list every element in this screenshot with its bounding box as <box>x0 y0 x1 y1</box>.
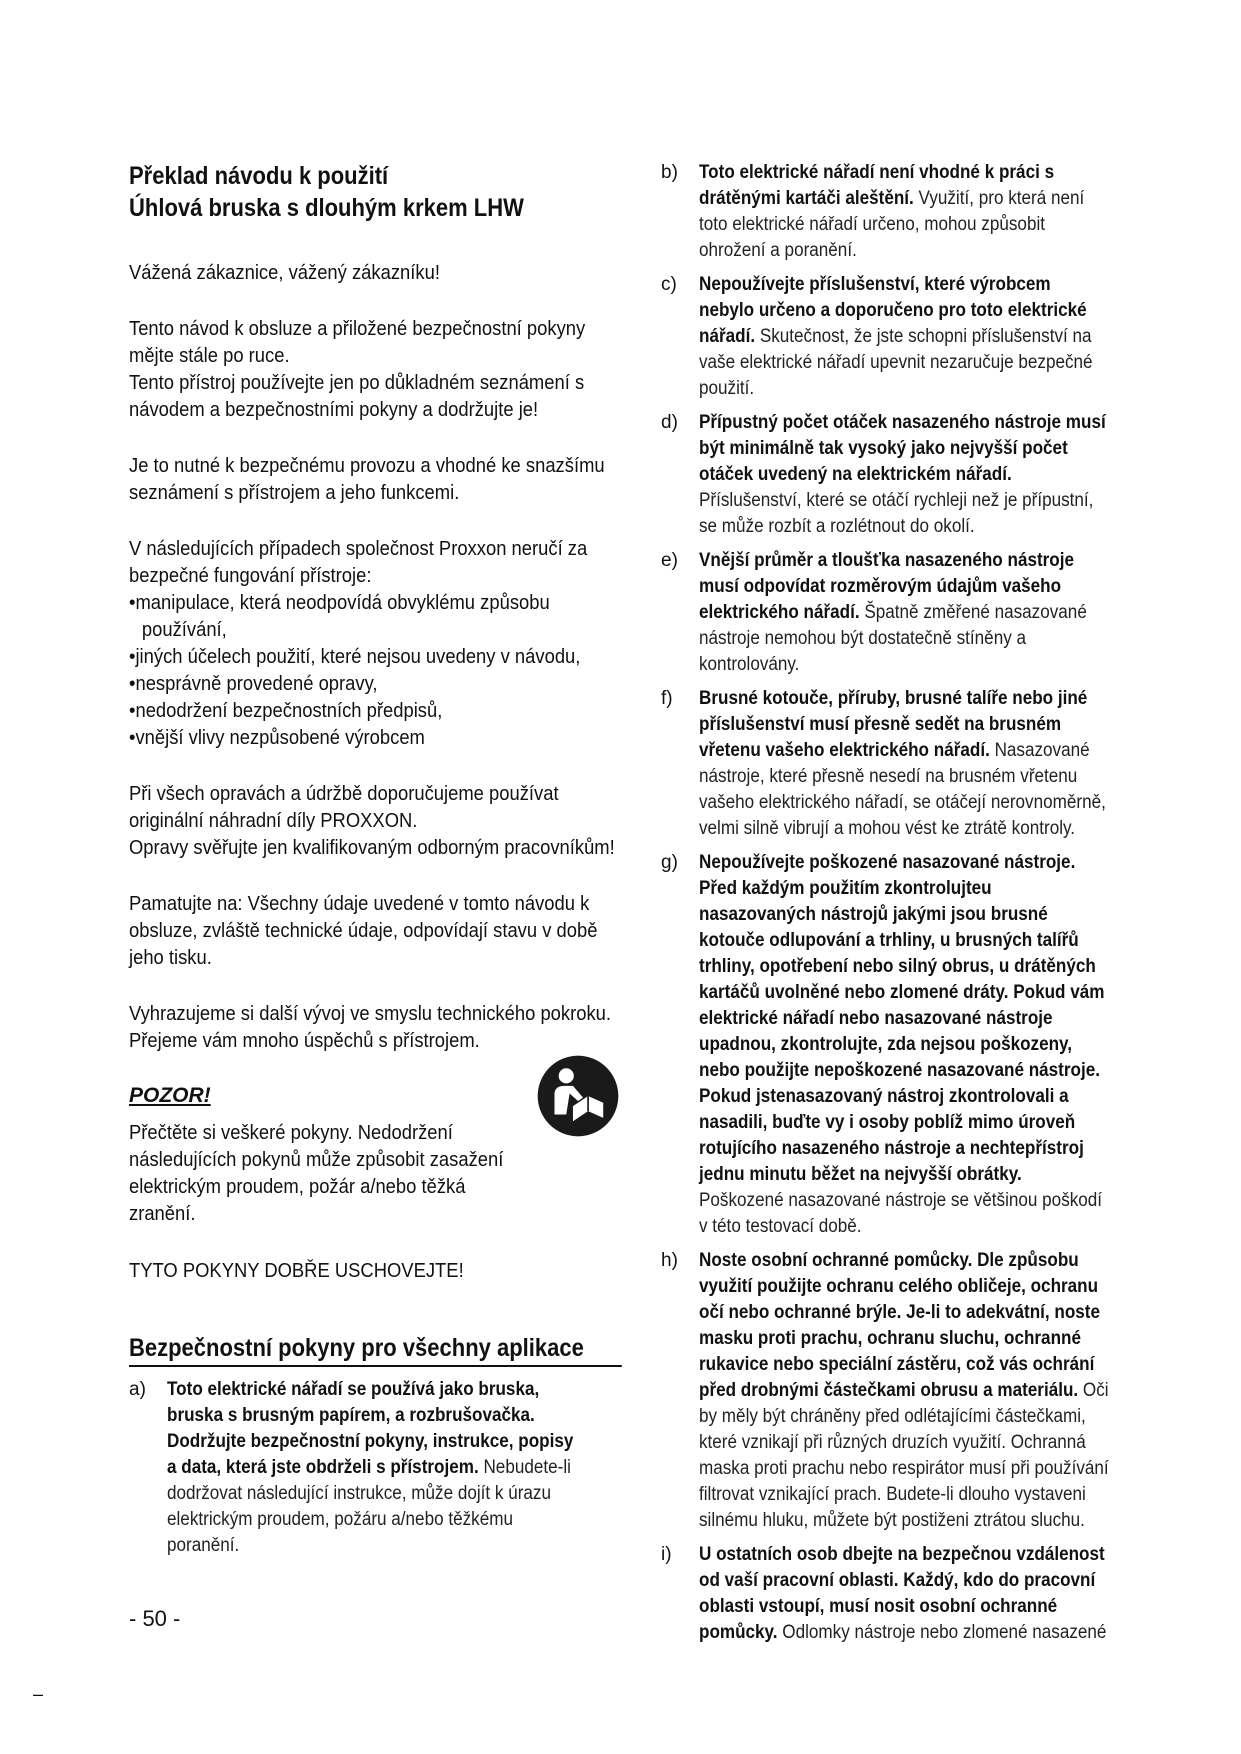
title-line-2: Úhlová bruska s dlouhým krkem LHW <box>129 194 524 222</box>
list-item: • vnější vlivy nezpůsobené výrobcem <box>129 725 617 752</box>
liability-intro: V následujících případech společnost Proxxon neručí za bezpečné fungování přístroje: <box>129 538 588 587</box>
safety-item-label: g) <box>661 852 678 873</box>
safety-item-body <box>699 1542 1109 1646</box>
safety-item-label: h) <box>661 1250 678 1271</box>
safety-item-normal-text: Poškozené nasazované nástroje se většinou poškodí v této testovací době. <box>699 1190 1103 1237</box>
warning-text: Přečtěte si veškeré pokyny. Nedodržení následujících pokynů může způsobit zasažení elektrickým proudem, požár a/nebo těžká zranění. <box>129 1122 504 1225</box>
safety-item-body <box>699 160 1109 264</box>
safety-item-bold-text: Nepoužívejte příslušenství, které výrobcem nebylo určeno a doporučeno pro toto elektrické nářadí. <box>699 274 1087 347</box>
safety-item-label: a) <box>129 1379 146 1400</box>
warning-heading: POZOR! <box>129 1084 211 1107</box>
keep-instructions: TYTO POKYNY DOBŘE USCHOVEJTE! <box>129 1260 464 1282</box>
safety-item <box>661 850 1155 1240</box>
safety-item-bold-text: U ostatních osob dbejte na bezpečnou vzdálenost od vaší pracovní oblasti. Každý, kdo do pracovní oblasti vstoupí, musí nosit osobní ochranné pomůcky. <box>699 1544 1105 1643</box>
page-number: - 50 - <box>129 1606 181 1631</box>
right-column <box>661 160 1155 1654</box>
safety-item-label: b) <box>661 162 678 183</box>
safety-item-body <box>167 1377 575 1559</box>
safety-item-body <box>699 686 1109 842</box>
safety-item <box>661 410 1155 540</box>
liability-list <box>129 590 617 752</box>
safety-item-normal-text: Špatně změřené nasazované nástroje nemohou být dostatečně stíněny a kontrolovány. <box>699 602 1087 675</box>
safety-item-label: i) <box>661 1544 672 1565</box>
page-title <box>129 160 561 224</box>
safety-item-normal-text: Oči by měly být chráněny před odlétajícími částečkami, které vznikají při různých druzích využití. Ochranná maska proti prachu nebo respirátor musí při používání filtrovat vznikající prach. Budete-li dlouho vystaveni silnému hluku, můžete být postiženi ztrátou sluchu. <box>699 1380 1109 1531</box>
safety-item-body <box>699 548 1109 678</box>
safety-item <box>661 1542 1155 1646</box>
safety-item-body <box>699 410 1109 540</box>
safety-item-normal-text: Příslušenství, které se otáčí rychleji než je přípustní, se může rozbít a rozlétnout do okolí. <box>699 490 1094 537</box>
remember-paragraph: Pamatujte na: Všechny údaje uvedené v tomto návodu k obsluze, zvláště technické údaje, odpovídají stavu v době jeho tisku. <box>129 893 598 969</box>
section-heading: Bezpečnostní pokyny pro všechny aplikace <box>129 1333 622 1367</box>
intro-paragraph-1: Tento návod k obsluze a přiložené bezpečnostní pokyny mějte stále po ruce. <box>129 318 586 367</box>
margin-mark: – <box>33 1684 44 1704</box>
safety-item <box>129 1377 620 1559</box>
list-item: • nedodržení bezpečnostních předpisů, <box>129 698 617 725</box>
safety-item <box>661 272 1155 402</box>
list-item: • jiných účelech použití, které nejsou uvedeny v návodu, <box>129 644 617 671</box>
safety-item-bold-text: Toto elektrické nářadí není vhodné k práci s drátěnými kartáči aleštění. <box>699 162 1055 209</box>
safety-item <box>661 548 1155 678</box>
safety-item-bold-text: Toto elektrické nářadí se používá jako bruska, bruska s brusným papírem, a rozbrušovačka. Dodržujte bezpečnostní pokyny, instrukce, popisy a data, která jste obdrželi s přístrojem. <box>167 1379 574 1478</box>
safety-item <box>661 160 1155 264</box>
safety-item-label: d) <box>661 412 678 433</box>
safety-item-normal-text: Odlomky nástroje nebo zlomené nasazené <box>777 1622 1107 1643</box>
safety-items-right <box>661 160 1155 1646</box>
safety-item-bold-text: Brusné kotouče, příruby, brusné talíře nebo jiné příslušenství musí přesně sedět na brusném vřetenu vašeho elektrického nářadí. <box>699 688 1088 761</box>
safety-item-bold-text: Noste osobní ochranné pomůcky. Dle způsobu využití použijte ochranu celého obličeje, ochranu očí nebo ochranné brýle. Je-li to adekvátní, noste masku proti prachu, ochranu sluchu, ochranné rukavice nebo speciální zástěru, což vás ochrání před drobnými částečkami obrusu a materiálu. <box>699 1250 1101 1401</box>
safety-item-bold-text: Vnější průměr a tloušťka nasazeného nástroje musí odpovídat rozměrovým údajům vašeho elektrického nářadí. <box>699 550 1075 623</box>
safety-item <box>661 1248 1155 1534</box>
safety-item-normal-text: Využití, pro která není toto elektrické nářadí určeno, mohou způsobit ohrožení a poranění. <box>699 188 1085 261</box>
safety-item-normal-text: Nebudete-li dodržovat následující instrukce, může dojít k úrazu elektrickým proudem, požáru a/nebo těžkému poranění. <box>167 1457 571 1556</box>
safety-item-body <box>699 850 1109 1240</box>
safety-item-label: c) <box>661 274 677 295</box>
title-line-1: Překlad návodu k použití <box>129 162 389 190</box>
safety-item-normal-text: Nasazované nástroje, které přesně nesedí na brusném vřetenu vašeho elektrického nářadí, se otáčejí nerovnoměrně, velmi silně vibrují a mohou vést ke ztrátě kontroly. <box>699 740 1106 839</box>
safety-items-left <box>129 1377 620 1559</box>
list-item: • manipulace, která neodpovídá obvyklému způsobu používání, <box>129 590 617 644</box>
left-column <box>129 160 620 1567</box>
safety-item-bold-text: Nepoužívejte poškozené nasazované nástroje. Před každým použitím zkontrolujteu nasazovaných nástrojů jakými jsou brusné kotouče odlupování a trhliny, u brusných talířů trhliny, opotřebení nebo silný obrus, u drátěných kartáčů uvolněné nebo zlomené dráty. Pokud vám elektrické nářadí nebo nasazované nástroje upadnou, zkontrolujte, zda nejsou poškozeny, nebo použijte nepoškozené nasazované nástroje. Pokud jstenasazovaný nástroj zkontrolovali a nasadili, buďte vy i osoby poblíž mimo úroveň rotujícího nasazeného nástroje a nechtepřístroj jednu minutu běžet na nejvyšší obrátky. <box>699 852 1105 1185</box>
safety-item-bold-text: Přípustný počet otáček nasazeného nástroje musí být minimálně tak vysoký jako nejvyšší počet otáček uvedený na elektrickém nářadí. <box>699 412 1106 485</box>
greeting: Vážená zákaznice, vážený zákazníku! <box>129 262 440 284</box>
repairs-paragraph-1: Při všech opravách a údržbě doporučujeme používat originální náhradní díly PROXXON. <box>129 783 559 832</box>
intro-paragraph-2: Tento přístroj používejte jen po důkladném seznámení s návodem a bezpečnostními pokyny a dodržujte je! <box>129 372 585 421</box>
safe-operation-paragraph: Je to nutné k bezpečnému provozu a vhodné ke snazšímu seznámení s přístrojem a jeho funkcemi. <box>129 455 605 504</box>
safety-item-body <box>699 1248 1109 1534</box>
list-item: • nesprávně provedené opravy, <box>129 671 617 698</box>
safety-item-label: e) <box>661 550 678 571</box>
reserve-paragraph: Vyhrazujeme si další vývoj ve smyslu technického pokroku. Přejeme vám mnoho úspěchů s přístrojem. <box>129 1003 612 1052</box>
read-manual-icon <box>536 1054 620 1138</box>
safety-item-body <box>699 272 1109 402</box>
safety-item-normal-text: Skutečnost, že jste schopni příslušenství na vaše elektrické nářadí upevnit nezaručuje bezpečné použití. <box>699 326 1093 399</box>
safety-item <box>661 686 1155 842</box>
warning-block <box>129 1084 620 1228</box>
safety-item-label: f) <box>661 688 673 709</box>
repairs-paragraph-2: Opravy svěřujte jen kvalifikovaným odborným pracovníkům! <box>129 837 615 859</box>
